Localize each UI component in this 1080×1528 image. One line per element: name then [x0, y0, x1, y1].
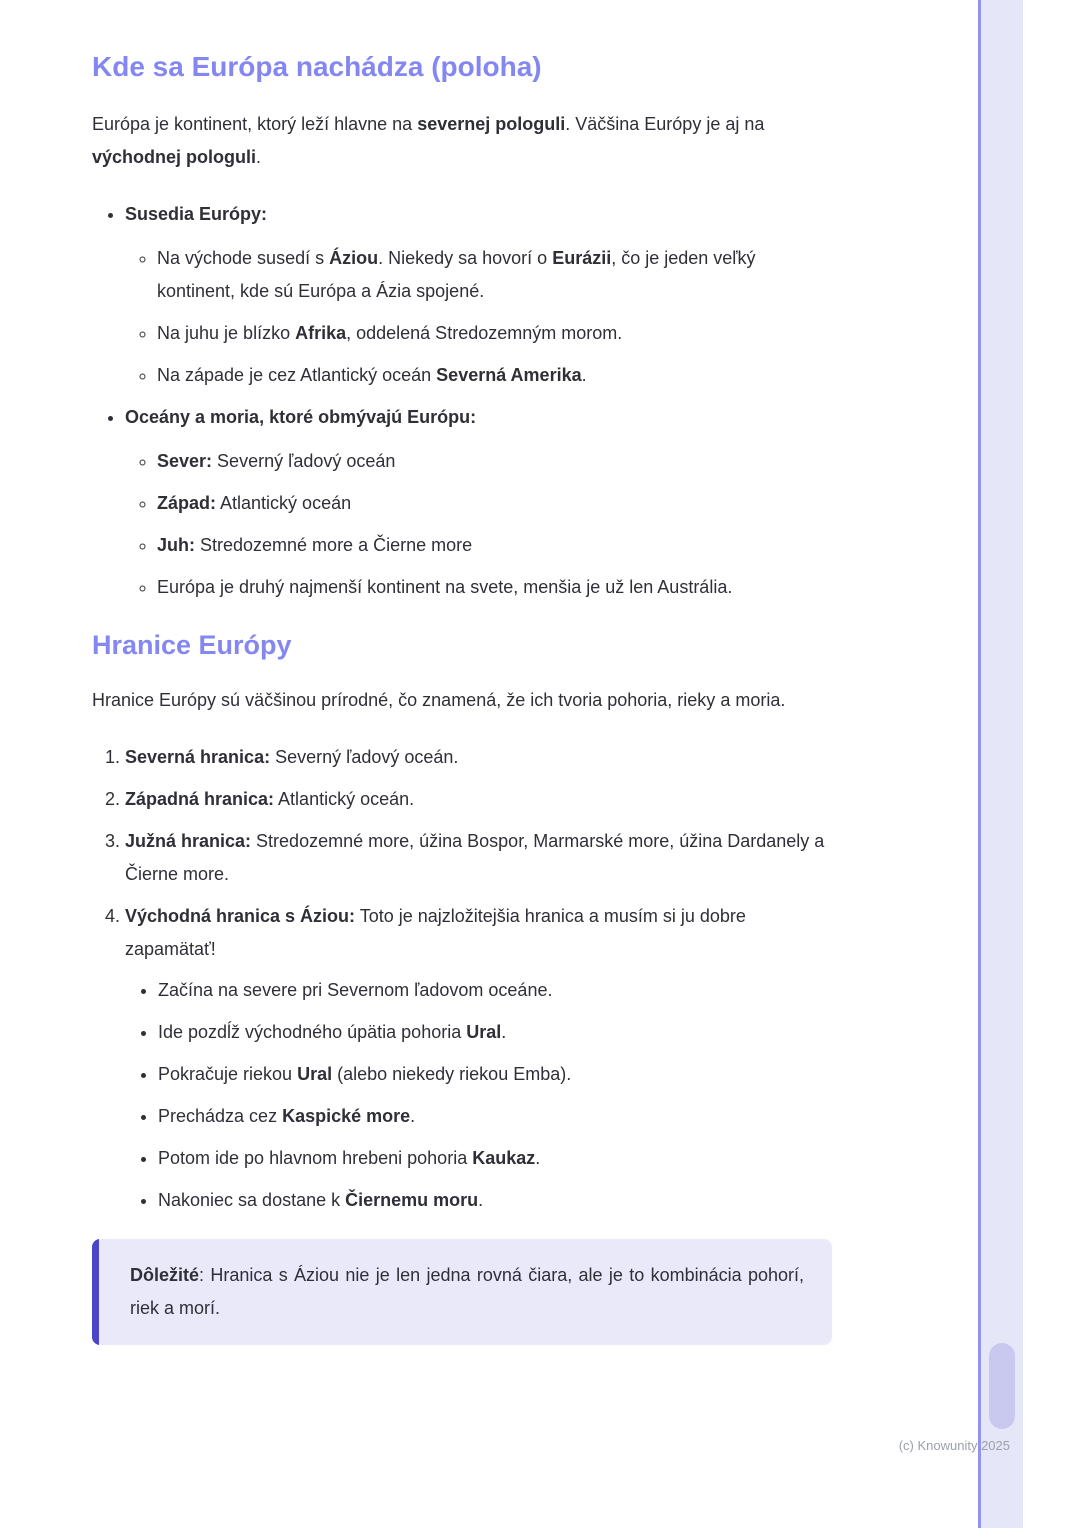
important-callout — [92, 1239, 832, 1345]
list-item — [158, 1100, 832, 1133]
oceans-sublist — [125, 445, 832, 604]
list-item-text: 2. Západná hranica: Atlantický oceán. — [125, 789, 415, 809]
list-item-text: ◦ Juh: Stredozemné more a Čierne more — [157, 535, 473, 555]
borders-numbered-list — [92, 741, 832, 1217]
list-item-text: • Prechádza cez Kaspické more. — [158, 1106, 416, 1126]
heading-europe-borders: Hranice Európy — [92, 630, 292, 660]
borders-intro-paragraph: Hranice Európy sú väčšinou prírodné, čo znamená, že ich tvoria pohoria, rieky a moria. — [92, 690, 786, 710]
list-item — [158, 1184, 832, 1217]
list-item-text: 4. Východná hranica s Áziou: Toto je najzložitejšia hranica a musím si ju dobre zapamätať! — [125, 906, 746, 959]
list-item — [158, 1016, 832, 1049]
list-item — [125, 741, 832, 774]
list-item — [157, 359, 832, 392]
list-item-text: • Začína na severe pri Severnom ľadovom oceáne. — [158, 980, 553, 1000]
list-item — [158, 974, 832, 1007]
list-item-text: • Nakoniec sa dostane k Čiernemu moru. — [158, 1190, 484, 1210]
list-item — [157, 317, 832, 350]
intro-paragraph: Európa je kontinent, ktorý leží hlavne na severnej pologuli. Väčšina Európy je aj na východnej pologuli. — [92, 114, 765, 167]
list-item — [125, 825, 832, 891]
list-item-title: • Oceány a moria, ktoré obmývajú Európu: — [125, 407, 477, 427]
list-item-title: • Susedia Európy: — [125, 204, 268, 224]
neighbors-sublist — [125, 242, 832, 392]
list-item-text: • Pokračuje riekou Ural (alebo niekedy riekou Emba). — [158, 1064, 572, 1084]
notes-content — [92, 50, 832, 1345]
list-item — [157, 571, 832, 604]
copyright-note: (c) Knowunity 2025 — [898, 1438, 1010, 1453]
list-item-text: ◦ Na východe susedí s Áziou. Niekedy sa hovorí o Eurázii, čo je jeden veľký kontinent, kde sú Európa a Ázia spojené. — [157, 248, 756, 301]
list-item-text: ◦ Na západe je cez Atlantický oceán Severná Amerika. — [157, 365, 587, 385]
list-item — [125, 783, 832, 816]
list-item — [157, 445, 832, 478]
scrollbar-track[interactable] — [978, 0, 1023, 1528]
list-item-east-border — [125, 900, 832, 1217]
callout-text: Dôležité: Hranica s Áziou nie je len jedna rovná čiara, ale je to kombinácia pohorí, riek a morí. — [130, 1265, 804, 1318]
list-item-text: ◦ Európa je druhý najmenší kontinent na svete, menšia je už len Austrália. — [157, 577, 733, 597]
list-item — [158, 1058, 832, 1091]
list-item-text: ◦ Na juhu je blízko Afrika, oddelená Stredozemným morom. — [157, 323, 623, 343]
list-item-text: 3. Južná hranica: Stredozemné more, úžina Bospor, Marmarské more, úžina Dardanely a Čierne more. — [125, 831, 825, 884]
list-item-oceans — [125, 401, 832, 604]
list-item-text: ◦ Sever: Severný ľadový oceán — [157, 451, 396, 471]
list-item — [158, 1142, 832, 1175]
list-item — [157, 242, 832, 308]
list-item-text: • Ide pozdĺž východného úpätia pohoria Ural. — [158, 1022, 507, 1042]
scrollbar-thumb[interactable] — [989, 1343, 1015, 1429]
list-item-text: ◦ Západ: Atlantický oceán — [157, 493, 352, 513]
list-item-neighbors — [125, 198, 832, 392]
top-bullet-list — [92, 198, 832, 604]
list-item — [157, 529, 832, 562]
heading-europe-location: Kde sa Európa nachádza (poloha) — [92, 51, 542, 82]
list-item-text: • Potom ide po hlavnom hrebeni pohoria Kaukaz. — [158, 1148, 541, 1168]
list-item-text: 1. Severná hranica: Severný ľadový oceán. — [125, 747, 459, 767]
east-border-steps-list — [125, 974, 832, 1217]
list-item — [157, 487, 832, 520]
